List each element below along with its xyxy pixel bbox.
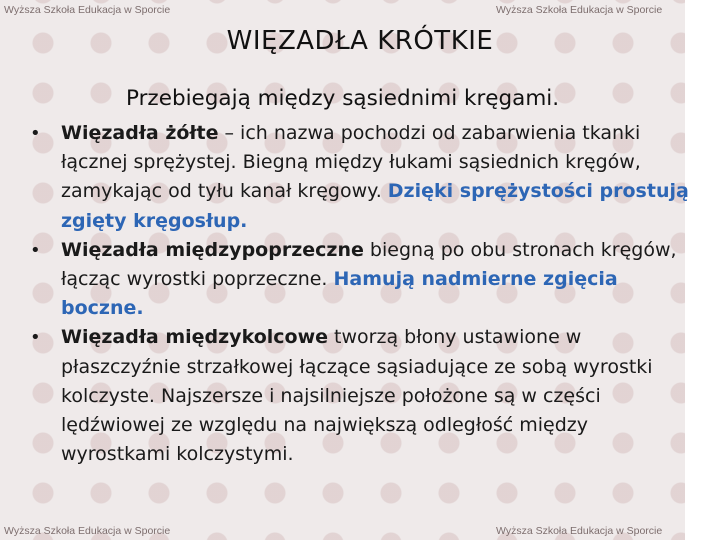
bullet-list	[30, 119, 690, 469]
bullet-item-intertransverse-ligaments	[30, 236, 690, 324]
footer-right-text: Wyższa Szkoła Edukacja w Sporcie	[496, 525, 663, 537]
bullet-dot: •	[30, 327, 41, 349]
bullet-highlight: Hamują nadmierne zgięcia boczne.	[61, 268, 618, 320]
header-left-text: Wyższa Szkoła Edukacja w Sporcie	[4, 4, 171, 16]
slide-subtitle: Przebiegają między sąsiednimi kręgami.	[126, 86, 560, 111]
bullet-item-interspinous-ligaments	[30, 323, 690, 469]
right-margin	[685, 0, 720, 540]
header-right-text: Wyższa Szkoła Edukacja w Sporcie	[496, 4, 663, 16]
slide-title: WIĘZADŁA KRÓTKIE	[226, 26, 494, 56]
bullet-term: Więzadła żółte	[61, 122, 219, 144]
bullet-text: – ich nazwa pochodzi od zabarwienia tkanki łącznej sprężystej. Biegną między łukami sąsiednich kręgów, zamykając od tyłu kanał kręgowy.	[61, 122, 641, 203]
bullet-text: tworzą błony ustawione w płaszczyźnie strzałkowej łączące sąsiadujące ze sobą wyrostki kolczyste. Najszersze i najsilniejsze położone są w części lędźwiowej ze względu na największą odległość między wyrostkami kolczystymi.	[61, 326, 653, 466]
bullet-highlight: Dzięki sprężystości prostują zgięty kręgosłup.	[61, 180, 689, 232]
bullet-dot: •	[30, 239, 41, 261]
bullet-text: biegną po obu stronach kręgów, łącząc wyrostki poprzeczne.	[61, 238, 677, 291]
bullet-term: Więzadła międzykolcowe	[61, 326, 329, 349]
footer-left-text: Wyższa Szkoła Edukacja w Sporcie	[4, 525, 171, 537]
bullet-term: Więzadła międzypoprzeczne	[61, 238, 364, 261]
bullet-dot: •	[30, 123, 41, 144]
bullet-item-yellow-ligaments	[30, 119, 690, 236]
